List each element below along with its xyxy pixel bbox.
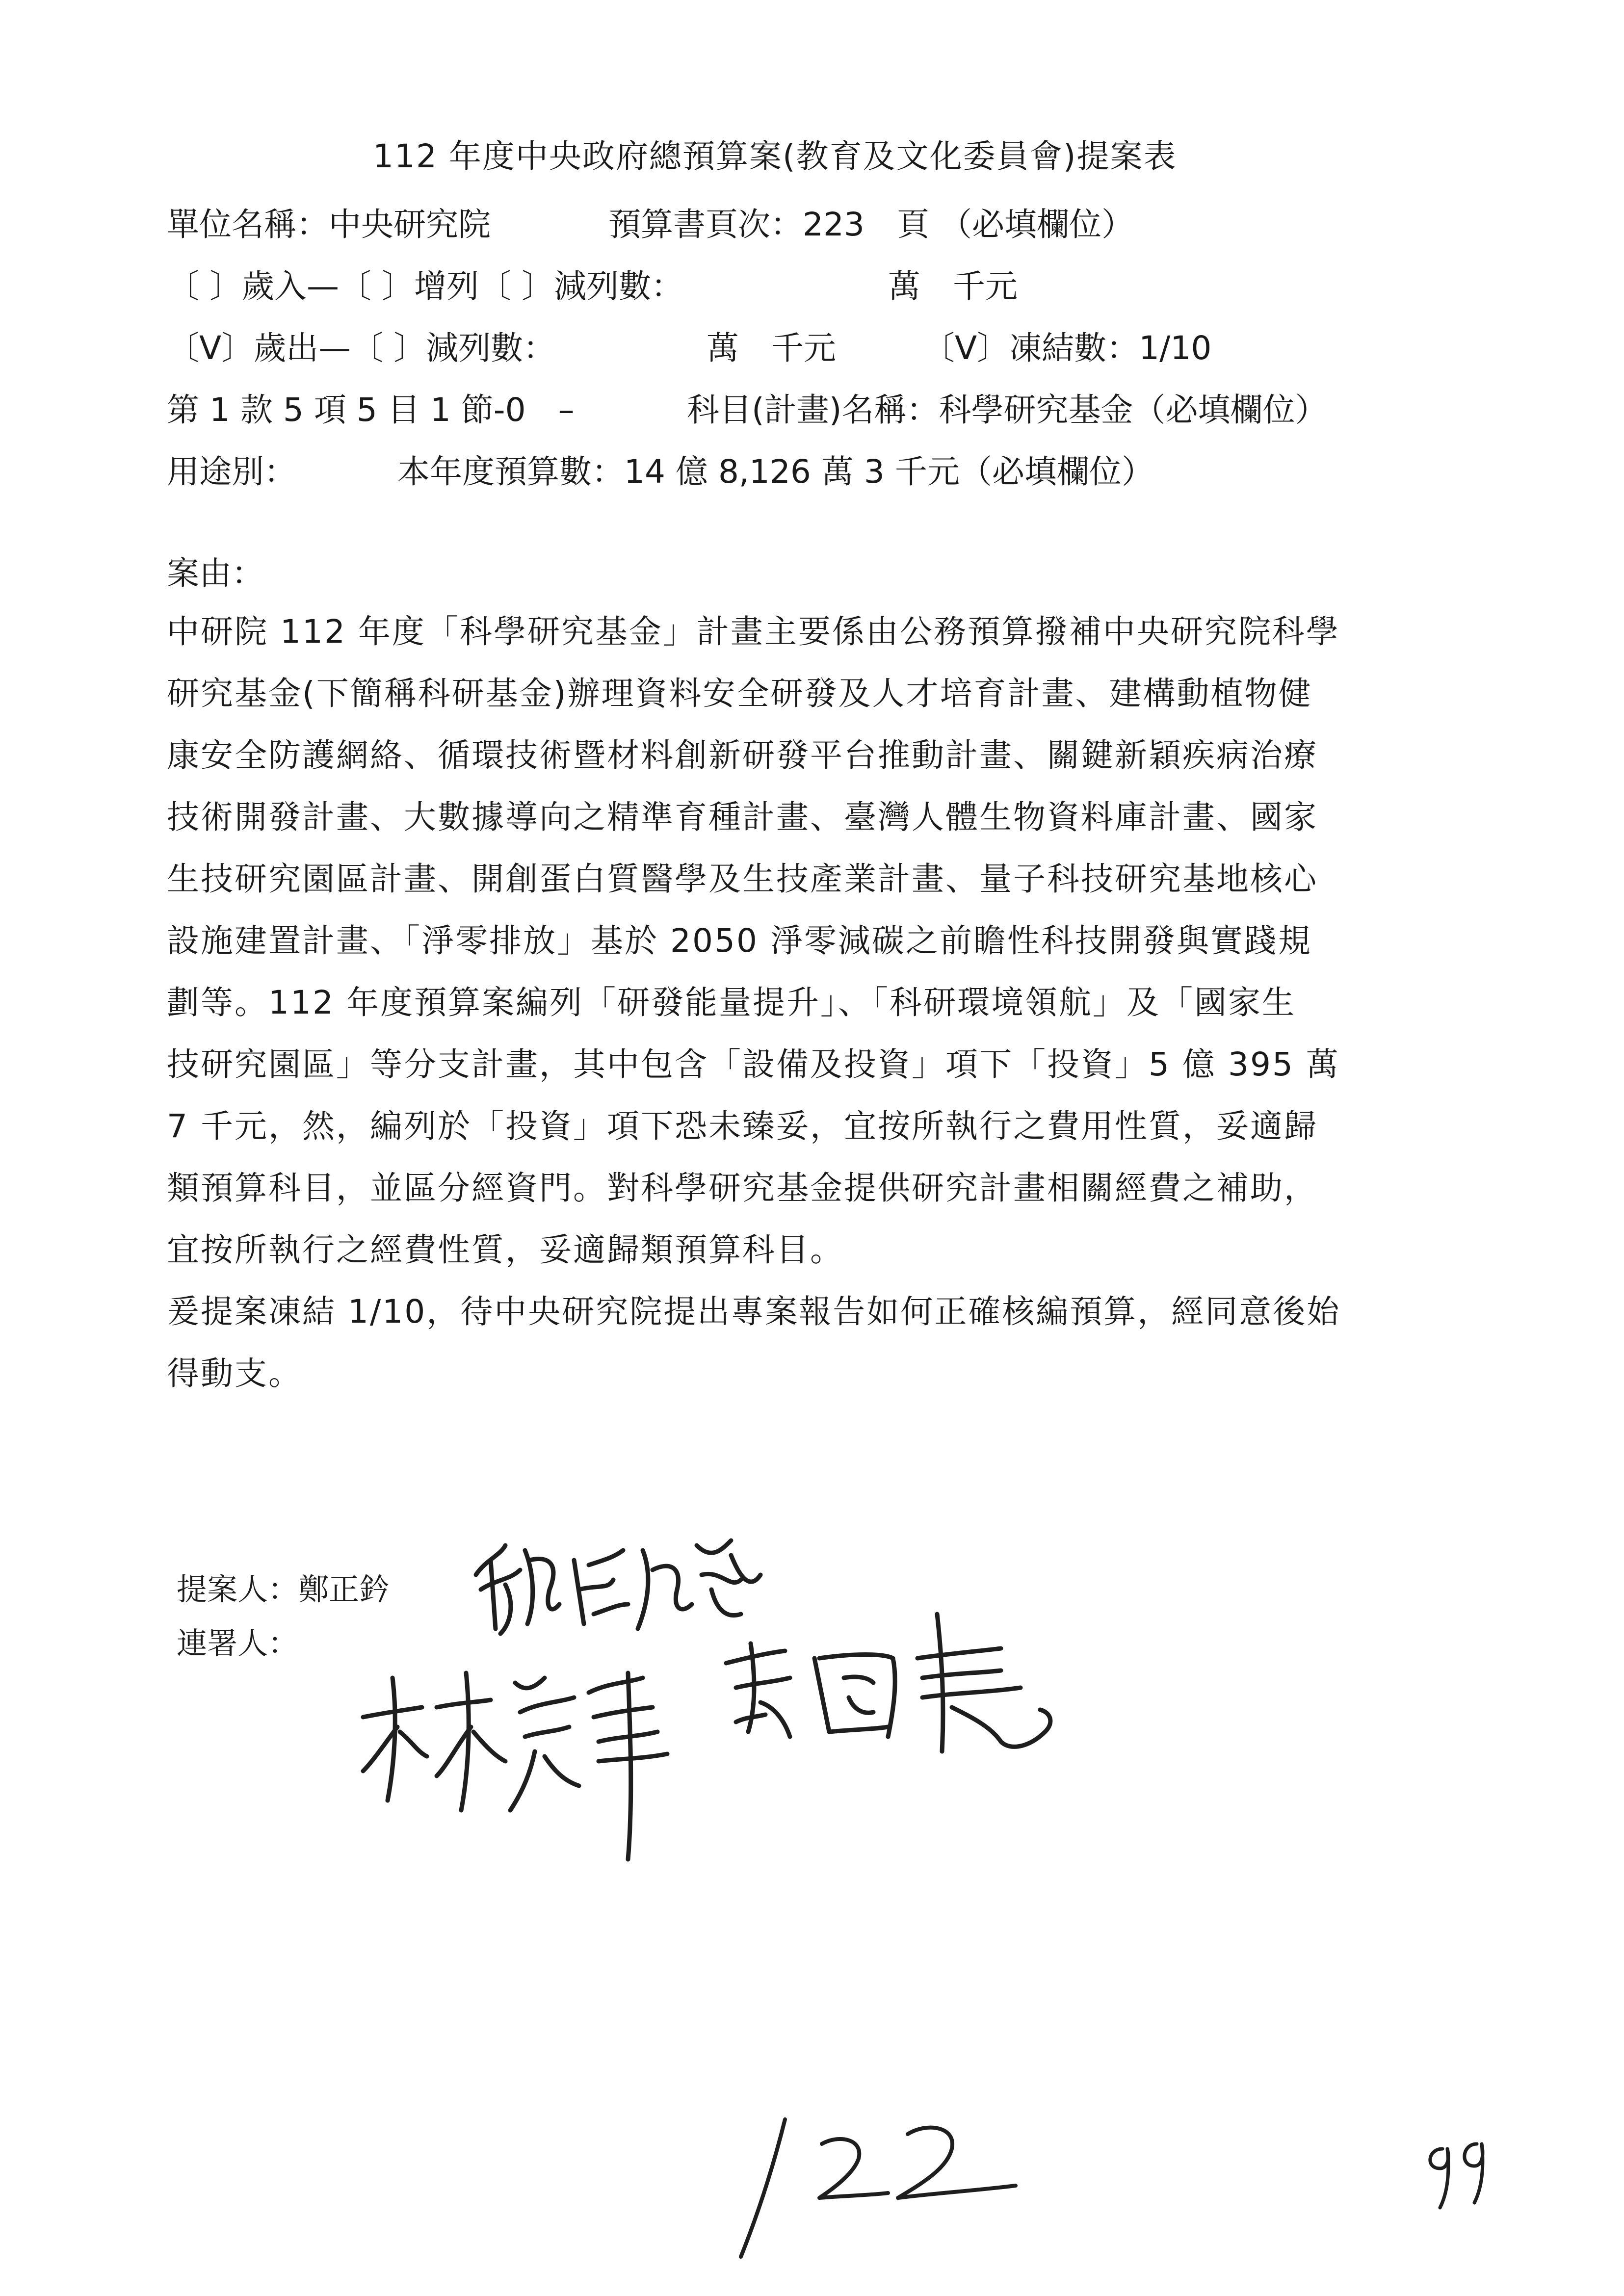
budget-section: 第 1 款 5 項 5 目 1 節-0 – <box>167 391 575 429</box>
body-line: 類預算科目，並區分經資門。對科學研究基金提供研究計畫相關經費之補助， <box>167 1169 1318 1207</box>
handwritten-page-number <box>702 2100 1045 2262</box>
cosigner-signature-2 <box>707 1604 1089 1766</box>
body-line: 爰提案凍結 1/10，待中央研究院提出專案報告如何正確核編預算，經同意後始 <box>167 1293 1341 1331</box>
case-body <box>167 601 1492 1405</box>
proposer-label: 提案人：鄭正鈐 <box>177 1571 390 1607</box>
header-line-expense <box>167 317 1492 379</box>
body-line: 研究基金(下簡稱科研基金)辦理資料安全研發及人才培育計畫、建構動植物健 <box>167 675 1312 712</box>
header-line-budget <box>167 441 1492 503</box>
body-line: 技研究園區」等分支計畫，其中包含「設備及投資」項下「投資」5 億 395 萬 <box>167 1045 1340 1083</box>
header-line-revenue <box>167 256 1492 317</box>
handwritten-corner-number <box>1413 2129 1496 2213</box>
header-fields <box>167 194 1492 503</box>
page-title: 112 年度中央政府總預算案(教育及文化委員會)提案表 <box>373 137 1177 175</box>
unit-name: 單位名稱：中央研究院 <box>167 206 491 243</box>
body-line: 宜按所執行之經費性質，妥適歸類預算科目。 <box>167 1231 844 1269</box>
body-line: 生技研究園區計畫、開創蛋白質醫學及生技產業計畫、量子科技研究基地核心 <box>167 860 1318 898</box>
cosigner-label: 連署人： <box>177 1625 299 1661</box>
expense-amount: 萬 千元 <box>707 329 836 367</box>
header-line-unit <box>167 194 1492 256</box>
body-line: 康安全防護網絡、循環技術暨材料創新研發平台推動計畫、關鍵新穎疾病治療 <box>167 736 1318 774</box>
body-line: 技術開發計畫、大數據導向之精準育種計畫、臺灣人體生物資料庫計畫、國家 <box>167 798 1318 836</box>
body-line: 劃等。112 年度預算案編列「研發能量提升」、「科研環境領航」及「國家生 <box>167 984 1296 1021</box>
header-line-subject <box>167 379 1492 441</box>
expense-change: 〔V〕歲出—〔 〕減列數： <box>167 329 556 367</box>
body-line: 設施建置計畫、「淨零排放」基於 2050 淨零減碳之前瞻性科技開發與實踐規 <box>167 922 1312 960</box>
budget-page-ref: 預算書頁次：223 頁 （必填欄位） <box>608 206 1134 243</box>
revenue-change: 〔 〕歲入—〔 〕增列〔 〕減列數： <box>167 267 683 305</box>
freeze-amount: 〔V〕凍結數：1/10 <box>922 329 1212 367</box>
subject-name: 科目(計畫)名稱：科學研究基金（必填欄位） <box>687 391 1328 429</box>
signature-block <box>177 1563 390 1670</box>
body-line: 中研院 112 年度「科學研究基金」計畫主要係由公務預算撥補中央研究院科學 <box>167 613 1340 651</box>
cosigner-signature-1 <box>353 1663 707 1869</box>
usage-label: 用途別： <box>167 453 296 491</box>
body-line: 7 千元，然，編列於「投資」項下恐未臻妥，宜按所執行之費用性質，妥適歸 <box>167 1107 1318 1145</box>
annual-budget: 本年度預算數：14 億 8,126 萬 3 千元（必填欄位） <box>397 453 1154 491</box>
case-heading: 案由： <box>167 554 264 592</box>
body-line: 得動支。 <box>167 1355 302 1392</box>
revenue-amount: 萬 千元 <box>888 267 1018 305</box>
